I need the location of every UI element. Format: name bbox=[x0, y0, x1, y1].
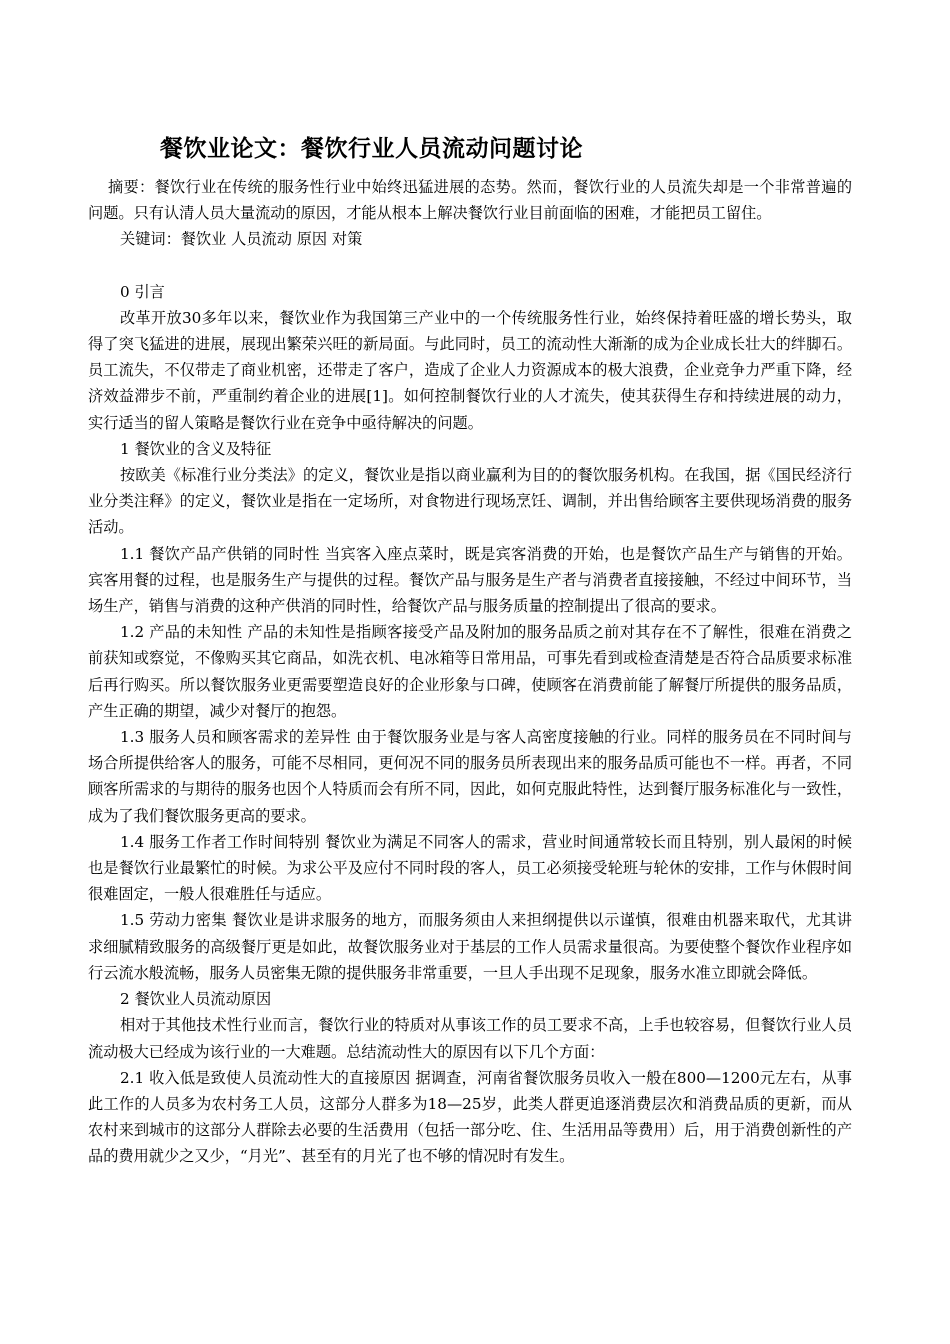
section-heading-1: 1 餐饮业的含义及特征 bbox=[120, 439, 272, 458]
body-paragraph: 按欧美《标准行业分类法》的定义，餐饮业是指以商业赢利为目的的餐饮服务机构。在我国，据《国民经济行业分类注释》的定义，餐饮业是指在一定场所，对食物进行现场烹饪、调制，并出售给顾客主要供现场消费的服务活动。 bbox=[88, 466, 852, 537]
subsection-1-4-paragraph: 1.4 服务工作者工作时间特别 餐饮业为满足不同客人的需求，营业时间通常较长而且特别，别人最闲的时候也是餐饮行业最繁忙的时候。为求公平及应付不同时段的客人，员工必须接受轮班与轮休的安排，工作与休假时间很难固定，一般人很难胜任与适应。 bbox=[88, 832, 852, 904]
subsection-1-1-paragraph: 1.1 餐饮产品产供销的同时性 当宾客入座点菜时，既是宾客消费的开始，也是餐饮产品生产与销售的开始。宾客用餐的过程，也是服务生产与提供的过程。餐饮产品与服务是生产者与消费者直接接触，不经过中间环节，当场生产，销售与消费的这种产供消的同时性，给餐饮产品与服务质量的控制提出了很高的要求。 bbox=[88, 544, 852, 616]
section-heading-introduction: 0 引言 bbox=[120, 282, 165, 301]
body-paragraph: 相对于其他技术性行业而言，餐饮行业的特质对从事该工作的员工要求不高，上手也较容易，但餐饮行业人员流动极大已经成为该行业的一大难题。总结流动性大的原因有以下几个方面： bbox=[88, 1016, 852, 1061]
document-title: 餐饮业论文：餐饮行业人员流动问题讨论 bbox=[160, 136, 583, 162]
subsection-1-5-paragraph: 1.5 劳动力密集 餐饮业是讲求服务的地方，而服务须由人来担纲提供以示谨慎，很难由机器来取代，尤其讲求细腻精致服务的高级餐厅更是如此，故餐饮服务业对于基层的工作人员需求量很高。为要使整个餐饮作业程序如行云流水般流畅，服务人员密集无隙的提供服务非常重要，一旦人手出现不足现象，服务水准立即就会降低。 bbox=[88, 911, 852, 982]
subsection-1-2-paragraph: 1.2 产品的未知性 产品的未知性是指顾客接受产品及附加的服务品质之前对其存在不了解性，很难在消费之前获知或察觉，不像购买其它商品，如洗衣机、电冰箱等日常用品，可事先看到或检查清楚是否符合品质要求标准后再行购买。所以餐饮服务业更需要塑造良好的企业形象与口碑，使顾客在消费前能了解餐厅所提供的服务品质，产生正确的期望，减少对餐厅的抱怨。 bbox=[88, 623, 852, 720]
section-heading-2: 2 餐饮业人员流动原因 bbox=[120, 990, 272, 1009]
body-paragraph: 改革开放30多年以来，餐饮业作为我国第三产业中的一个传统服务性行业，始终保持着旺盛的增长势头，取得了突飞猛进的进展，展现出繁荣兴旺的新局面。与此同时，员工的流动性大渐渐的成为企业成长壮大的绊脚石。员工流失，不仅带走了商业机密，还带走了客户，造成了企业人力资源成本的极大浪费，企业竞争力严重下降，经济效益滞步不前，严重制约着企业的进展[1]。如何控制餐饮行业的人才流失，使其获得生存和持续进展的动力，实行适当的留人策略是餐饮行业在竞争中亟待解决的问题。 bbox=[88, 308, 852, 432]
subsection-2-1-paragraph: 2.1 收入低是致使人员流动性大的直接原因 据调查，河南省餐饮服务员收入一般在800—1200元左右，从事此工作的人员多为农村务工人员，这部分人群多为18—25岁，此类人群更追逐消费层次和消费品质的更新，而从农村来到城市的这部分人群除去必要的生活费用（包括一部分吃、住、生活用品等费用）后，用于消费创新性的产品的费用就少之又少，“月光”、甚至有的月光了也不够的情况时有发生。 bbox=[88, 1068, 852, 1166]
document-body bbox=[88, 174, 852, 1170]
keywords-paragraph: 关键词：餐饮业 人员流动 原因 对策 bbox=[120, 230, 363, 249]
blank-line bbox=[88, 253, 852, 279]
abstract-paragraph: 摘要：餐饮行业在传统的服务性行业中始终迅猛进展的态势。然而，餐饮行业的人员流失却是一个非常普遍的问题。只有认清人员大量流动的原因，才能从根本上解决餐饮行业目前面临的困难，才能把员工留住。 bbox=[88, 178, 852, 223]
subsection-1-3-paragraph: 1.3 服务人员和顾客需求的差异性 由于餐饮服务业是与客人高密度接触的行业。同样的服务员在不同时间与场合所提供给客人的服务，可能不尽相同，更何况不同的服务员所表现出来的服务品质可能也不一样。再者，不同顾客所需求的与期待的服务也因个人特质而会有所不同，因此，如何克服此特性，达到餐厅服务标准化与一致性，成为了我们餐饮服务更高的要求。 bbox=[88, 728, 852, 825]
